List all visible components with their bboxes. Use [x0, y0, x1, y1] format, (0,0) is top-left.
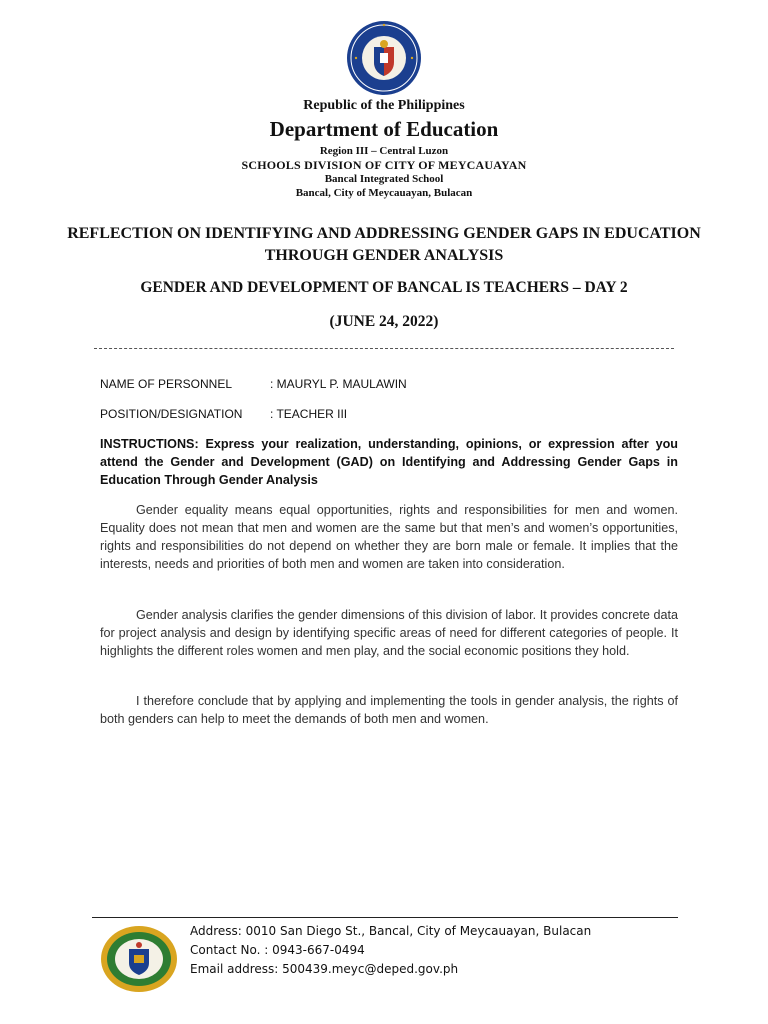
footer-contact: Contact No. : 0943-667-0494: [190, 943, 365, 957]
document-title: REFLECTION ON IDENTIFYING AND ADDRESSING GENDER GAPS IN EDUCATION THROUGH GENDER ANALYSIS: [67, 225, 701, 264]
division-heading: SCHOOLS DIVISION OF CITY OF MEYCAUAYAN: [241, 158, 527, 172]
deped-seal-logo: [346, 20, 422, 96]
footer-email: Email address: 500439.meyc@deped.gov.ph: [190, 962, 459, 976]
position-value: : TEACHER III: [270, 407, 348, 421]
school-heading: Bancal Integrated School: [324, 173, 444, 185]
document-date: (JUNE 24, 2022): [329, 313, 439, 330]
instructions: INSTRUCTIONS: Express your realization, understanding, opinions, or expression after you attend the Gender and Development (GAD) on Identifying and Addressing Gender Gaps in Education Through Gender Analysis: [100, 437, 678, 487]
reflection-paragraph: Gender equality means equal opportunities, rights and responsibilities for men and women. Equality does not mean that men and women are the same but that men’s and women’s opportunities, rights and responsibilities do not depend on whether they are born male or female. It implies that the interests, needs and priorities of both men and women are taken into consideration.: [100, 503, 678, 571]
school-address-heading: Bancal, City of Meycauayan, Bulacan: [295, 187, 473, 199]
dashed-divider: [94, 348, 674, 349]
reflection-paragraph: I therefore conclude that by applying and implementing the tools in gender analysis, the rights of both genders can help to meet the demands of both men and women.: [100, 694, 678, 726]
personnel-name-value: : MAURYL P. MAULAWIN: [270, 377, 407, 391]
department-heading: Department of Education: [269, 117, 499, 141]
footer-address: Address: 0010 San Diego St., Bancal, City of Meycauayan, Bulacan: [190, 924, 592, 938]
personnel-name-label: NAME OF PERSONNEL: [100, 377, 233, 391]
republic-heading: Republic of the Philippines: [303, 98, 465, 113]
reflection-paragraph: Gender analysis clarifies the gender dimensions of this division of labor. It provides concrete data for project analysis and design by identifying specific areas of need for different categories of people. It highlights the different roles women and men play, and the social economic positions they hold.: [100, 608, 678, 658]
region-heading: Region III – Central Luzon: [319, 145, 449, 157]
personnel-name-row: [100, 377, 407, 391]
document-subtitle: GENDER AND DEVELOPMENT OF BANCAL IS TEACHERS – DAY 2: [140, 279, 628, 296]
position-label: POSITION/DESIGNATION: [100, 407, 243, 421]
footer-divider: [92, 917, 678, 918]
position-row: [100, 407, 347, 421]
school-seal-logo: [100, 925, 178, 993]
